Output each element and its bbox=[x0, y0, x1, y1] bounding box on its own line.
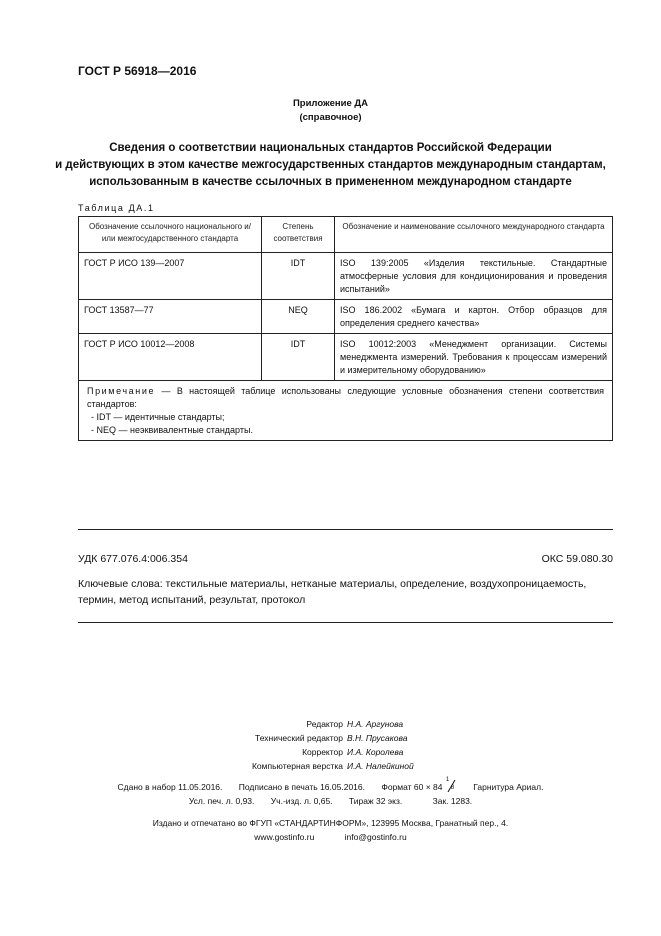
editor-role: Редактор bbox=[306, 719, 343, 729]
editor-row bbox=[0, 717, 661, 731]
cell-national: ГОСТ 13587—77 bbox=[79, 300, 262, 334]
table-note bbox=[79, 381, 613, 441]
cell-international: ISO 139:2005 «Изделия текстильные. Стандартные атмосферные условия для кондиционирования и проведения испытаний» bbox=[335, 253, 613, 300]
imprint-line bbox=[0, 796, 661, 806]
table-note-row bbox=[79, 381, 613, 441]
cell-national: ГОСТ Р ИСО 10012—2008 bbox=[79, 334, 262, 381]
heading-line: и действующих в этом качестве межгосударственных стандартов международным стандартам, bbox=[55, 159, 606, 171]
imprint-uch: Уч.-изд. л. 0,65. bbox=[270, 796, 333, 806]
table-row bbox=[79, 253, 613, 300]
editor-name: И.А. Королева bbox=[347, 747, 404, 757]
udk-code: УДК 677.076.4:006.354 bbox=[78, 553, 188, 565]
keywords: Ключевые слова: текстильные материалы, нетканые материалы, определение, воздухопроницаемость, термин, метод испытаний, результат, протокол bbox=[78, 578, 587, 606]
imprint-sdano: Сдано в набор 11.05.2016. bbox=[117, 782, 223, 792]
editor-name: И.А. Налейкиной bbox=[347, 761, 414, 771]
heading-line: использованным в качестве ссылочных в примененном международном стандарте bbox=[89, 176, 572, 188]
imprint-format: Формат 60 × 84 bbox=[381, 782, 443, 792]
editor-name: В.Н. Прусакова bbox=[347, 733, 408, 743]
cell-degree: NEQ bbox=[262, 300, 335, 334]
editor-role: Компьютерная верстка bbox=[251, 761, 343, 771]
header-international-standard: Обозначение и наименование ссылочного международного стандарта bbox=[335, 217, 613, 253]
cell-international: ISO 10012:2003 «Менеджмент организации. Системы менеджмента измерений. Требования к процессам измерений и измерительному оборудованию» bbox=[335, 334, 613, 381]
note-text: — В настоящей таблице использованы следующие условные обозначения степени соответствия стандартов: bbox=[87, 386, 604, 409]
header-national-standard: Обозначение ссылочного национального и/или межгосударственного стандарта bbox=[79, 217, 262, 253]
cell-national: ГОСТ Р ИСО 139—2007 bbox=[79, 253, 262, 300]
cell-international: ISO 186.2002 «Бумага и картон. Отбор образцов для определения среднего качества» bbox=[335, 300, 613, 334]
table-row bbox=[79, 334, 613, 381]
heading-line: Сведения о соответствии национальных стандартов Российской Федерации bbox=[109, 142, 552, 154]
fraction-numerator: 1 bbox=[445, 777, 450, 783]
editor-row bbox=[0, 745, 661, 759]
cell-degree: IDT bbox=[262, 253, 335, 300]
table-label: Таблица ДА.1 bbox=[78, 203, 155, 213]
table-header-row bbox=[79, 217, 613, 253]
imprint-garnitura: Гарнитура Ариал. bbox=[473, 782, 544, 792]
table-row bbox=[79, 300, 613, 334]
appendix-heading bbox=[0, 140, 661, 191]
editor-role: Технический редактор bbox=[255, 733, 343, 743]
note-item: - IDT — идентичные стандарты; bbox=[91, 412, 225, 422]
note-item: - NEQ — неэквивалентные стандарты. bbox=[91, 425, 253, 435]
editors-block bbox=[0, 717, 661, 773]
document-standard-number: ГОСТ Р 56918—2016 bbox=[78, 64, 197, 78]
appendix-title: Приложение ДА bbox=[292, 98, 369, 109]
editor-row bbox=[0, 759, 661, 773]
imprint-publisher: Издано и отпечатано во ФГУП «СТАНДАРТИНФОРМ», 123995 Москва, Гранатный пер., 4. bbox=[152, 818, 509, 828]
imprint-tirazh: Тираж 32 экз. bbox=[348, 796, 403, 806]
imprint-usl: Усл. печ. л. 0,93. bbox=[188, 796, 255, 806]
editor-row bbox=[0, 731, 661, 745]
divider bbox=[78, 622, 613, 623]
imprint-contacts bbox=[0, 832, 661, 842]
format-fraction bbox=[445, 777, 457, 792]
cell-degree: IDT bbox=[262, 334, 335, 381]
imprint-line bbox=[0, 777, 661, 792]
imprint-zak: Зак. 1283. bbox=[432, 796, 473, 806]
editor-role: Корректор bbox=[302, 747, 343, 757]
editor-name: Н.А. Аргунова bbox=[347, 719, 404, 729]
note-heading: Примечание bbox=[87, 386, 156, 396]
publisher-email[interactable]: info@gostinfo.ru bbox=[344, 832, 407, 842]
correspondence-table bbox=[78, 216, 613, 441]
header-degree: Степень соответствия bbox=[262, 217, 335, 253]
appendix-subtitle: (справочное) bbox=[299, 112, 362, 123]
publisher-site[interactable]: www.gostinfo.ru bbox=[254, 832, 315, 842]
divider bbox=[78, 529, 613, 530]
imprint-podpisano: Подписано в печать 16.05.2016. bbox=[238, 782, 365, 792]
oks-code: ОКС 59.080.30 bbox=[541, 553, 613, 565]
fraction-denominator: 8 bbox=[450, 785, 455, 791]
